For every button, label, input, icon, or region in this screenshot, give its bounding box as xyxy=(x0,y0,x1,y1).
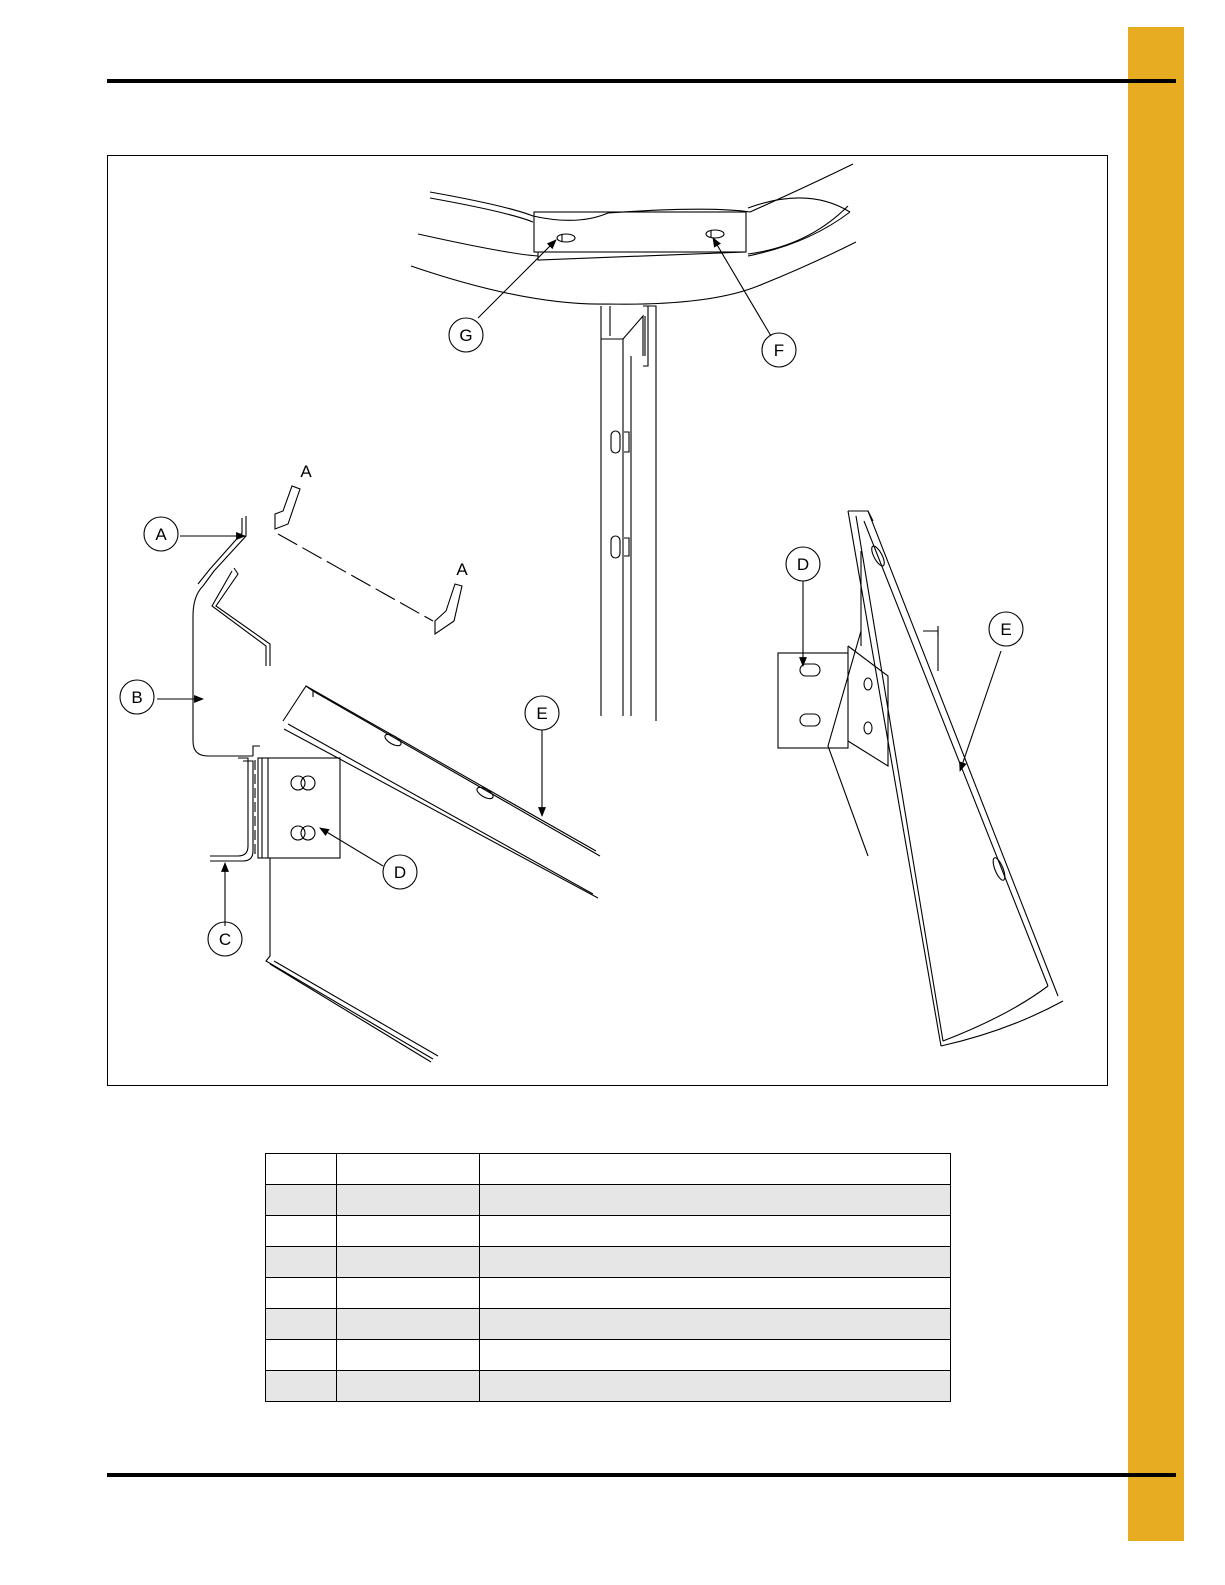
table-cell xyxy=(480,1278,951,1309)
table-header-cell xyxy=(337,1154,480,1185)
section-label-a-top: A xyxy=(300,462,312,481)
parts-table xyxy=(265,1153,951,1402)
table-cell xyxy=(337,1309,480,1340)
table-cell xyxy=(266,1216,337,1247)
footer-rule xyxy=(107,1473,1176,1477)
table-row xyxy=(266,1278,951,1309)
left-profile xyxy=(193,516,600,1062)
section-label-a-bottom: A xyxy=(456,560,468,579)
table-cell xyxy=(480,1309,951,1340)
table-row xyxy=(266,1247,951,1278)
table-cell xyxy=(266,1371,337,1402)
callout-circles xyxy=(120,318,1023,956)
right-detail xyxy=(778,511,1063,1046)
table-cell xyxy=(266,1309,337,1340)
table-cell xyxy=(337,1278,480,1309)
assembly-drawing xyxy=(108,156,1109,1087)
callout-f: F xyxy=(773,341,785,360)
callout-g: G xyxy=(459,326,473,345)
callout-e-left: E xyxy=(536,704,548,723)
leader-lines xyxy=(157,238,1001,926)
table-cell xyxy=(480,1185,951,1216)
callout-e-right: E xyxy=(1000,620,1012,639)
table-header-cell xyxy=(480,1154,951,1185)
assembly-figure xyxy=(107,155,1108,1086)
table-cell xyxy=(337,1371,480,1402)
table-cell xyxy=(480,1371,951,1402)
table-cell xyxy=(266,1185,337,1216)
table-cell xyxy=(337,1216,480,1247)
section-line-aa xyxy=(275,486,462,634)
section-tab xyxy=(1128,27,1184,1541)
table-row xyxy=(266,1340,951,1371)
table-cell xyxy=(337,1247,480,1278)
table-cell xyxy=(480,1247,951,1278)
table-row xyxy=(266,1185,951,1216)
table-row xyxy=(266,1216,951,1247)
table-cell xyxy=(266,1278,337,1309)
table-cell xyxy=(337,1340,480,1371)
callout-d-left: D xyxy=(393,863,407,882)
table-header-cell xyxy=(266,1154,337,1185)
table-cell xyxy=(480,1340,951,1371)
table-cell xyxy=(266,1247,337,1278)
ring-top-view xyxy=(411,164,856,721)
header-rule xyxy=(107,79,1176,83)
table-cell xyxy=(480,1216,951,1247)
table-cell xyxy=(337,1185,480,1216)
callout-d-right: D xyxy=(796,555,810,574)
table-header-row xyxy=(266,1154,951,1185)
table-row xyxy=(266,1309,951,1340)
table-row xyxy=(266,1371,951,1402)
callout-b: B xyxy=(131,688,143,707)
callout-a: A xyxy=(155,525,167,544)
table-cell xyxy=(266,1340,337,1371)
callout-c: C xyxy=(218,930,232,949)
